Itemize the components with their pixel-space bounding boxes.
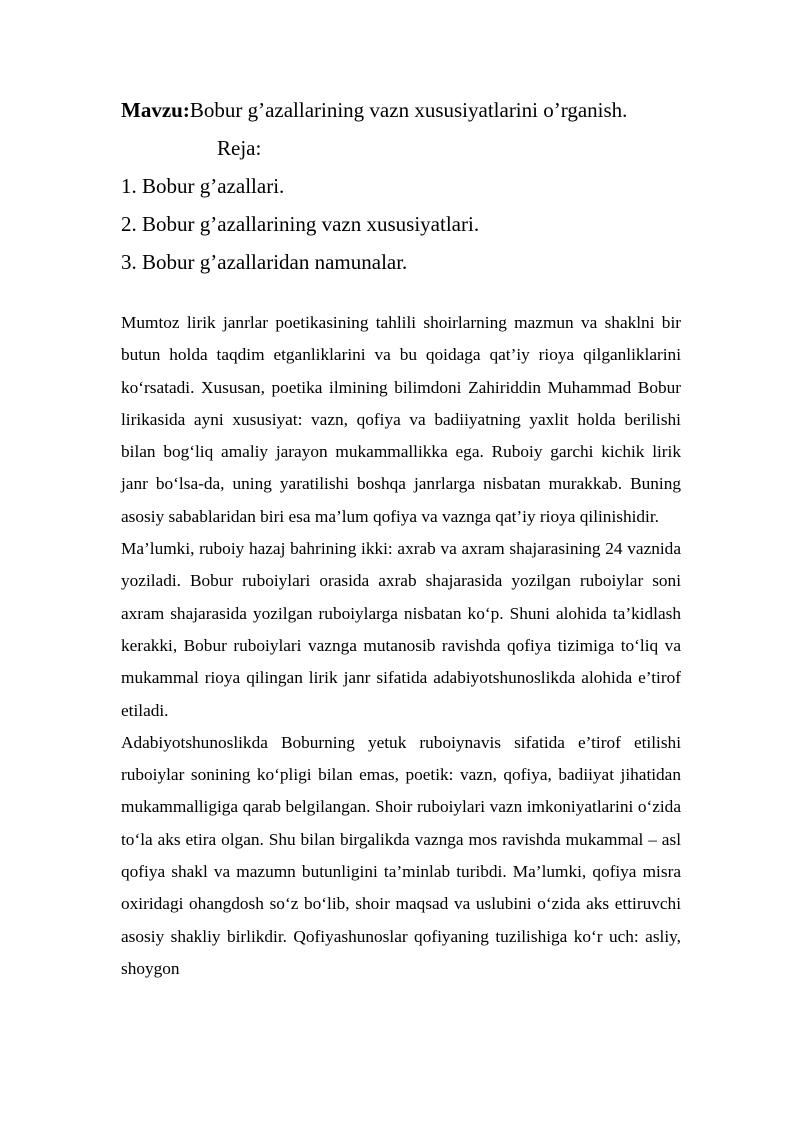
plan-heading: Reja: [217, 136, 262, 160]
document-title [121, 95, 681, 125]
plan-list [121, 171, 681, 277]
title-text: Bobur g’azallarining vazn xususiyatlarini o’rganish. [189, 98, 628, 122]
plan-item: 1. Bobur g’azallari. [121, 174, 285, 198]
paragraph: Ma’lumki, ruboiy hazaj bahrining ikki: axrab va axram shajarasining 24 vaznida yoziladi. Bobur ruboiylari orasida axrab shajarasida yozilgan ruboiylar soni axram shajarasida yozilgan ruboiylarga nisbatan ko‘p. Shuni alohida ta’kidlash kerakki, Bobur ruboiylari vaznga mutanosib ravishda qofiya tizimiga to‘liq va mukammal rioya qilingan lirik janr sifatida adabiyotshunoslikda alohida e’tirof etiladi. [121, 539, 681, 720]
document-page [121, 95, 681, 985]
paragraph: Adabiyotshunoslikda Boburning yetuk ruboiynavis sifatida e’tirof etilishi ruboiylar sonining ko‘pligi bilan emas, poetik: vazn, qofiya, badiiyat jihatidan mukammalligiga qarab belgilangan. Shoir ruboiylari vazn imkoniyatlarini o‘zida to‘la aks etira olgan. Shu bilan birgalikda vaznga mos ravishda mukammal – asl qofiya shakl va mazumn butunligini ta’minlab turibdi. Ma’lumki, qofiya misra oxiridagi ohangdosh so‘z bo‘lib, shoir maqsad va uslubini o‘zida aks ettiruvchi asosiy shakliy birlikdir. Qofiyashunoslar qofiyaning tuzilishiga ko‘r uch: asliy, shoygon [121, 732, 681, 978]
paragraph: Mumtoz lirik janrlar poetikasining tahlili shoirlarning mazmun va shaklni bir butun holda taqdim etganliklarini va bu qoidaga qat’iy rioya qilganliklarini ko‘rsatadi. Xususan, poetika ilmining bilimdoni Zahiriddin Muhammad Bobur lirikasida ayni xususiyat: vazn, qofiya va badiiyatning yaxlit holda berilishi bilan bog‘liq amaliy jarayon mukammallikka ega. Ruboiy garchi kichik lirik janr bo‘lsa-da, uning yaratilishi boshqa janrlarga nisbatan murakkab. Buning asosiy sabablaridan biri esa ma’lum qofiya va vaznga qat’iy rioya qilinishidir. [121, 313, 681, 526]
title-label: Mavzu: [121, 98, 190, 122]
plan-item: 2. Bobur g’azallarining vazn xususiyatlari. [121, 212, 480, 236]
body-text [121, 307, 681, 985]
plan-item: 3. Bobur g’azallaridan namunalar. [121, 250, 408, 274]
